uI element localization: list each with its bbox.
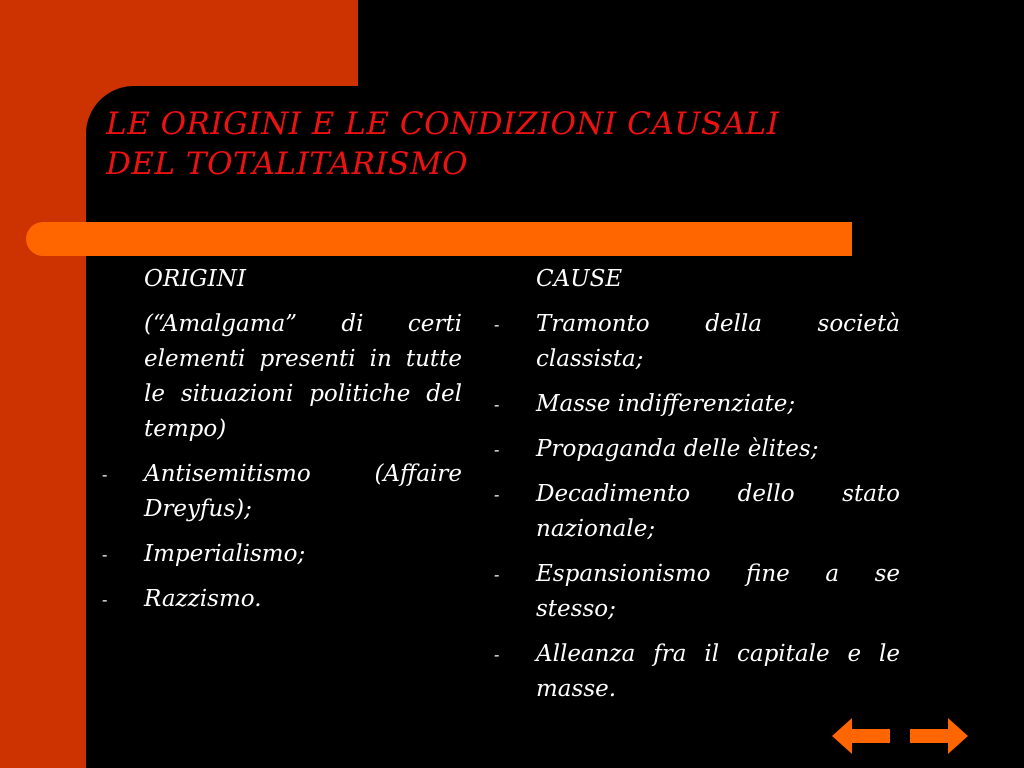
list-item — [102, 457, 462, 527]
bullet-dash: - — [494, 440, 500, 459]
bullet-dash: - — [494, 315, 500, 334]
list-item-text: Espansionismo fine a se stesso; — [536, 561, 900, 622]
list-item-text: Antisemitismo (Affaire Dreyfus); — [144, 461, 462, 522]
arrow-left-icon — [830, 716, 892, 756]
list-item — [494, 432, 900, 467]
bullet-dash: - — [102, 545, 108, 564]
bullet-dash: - — [494, 485, 500, 504]
side-band — [0, 0, 86, 768]
list-item-text: Imperialismo; — [144, 541, 306, 567]
bullet-dash: - — [102, 465, 108, 484]
bullet-dash: - — [494, 395, 500, 414]
list-item — [494, 637, 900, 707]
list-item — [102, 537, 462, 572]
divider-bar — [26, 222, 852, 256]
bullet-dash: - — [494, 645, 500, 664]
list-item-text: Propaganda delle èlites; — [536, 436, 819, 462]
slide-title-line-2: DEL TOTALITARISMO — [106, 146, 469, 182]
list-item — [102, 582, 462, 617]
list-item-text: Tramonto della società classista; — [536, 311, 900, 372]
causes-column — [494, 262, 900, 717]
causes-heading: CAUSE — [536, 266, 623, 292]
list-item — [494, 307, 900, 377]
list-item — [494, 477, 900, 547]
list-item-text: Masse indifferenziate; — [536, 391, 796, 417]
list-item-text: Decadimento dello stato nazionale; — [536, 481, 900, 542]
arrow-right-icon — [908, 716, 970, 756]
bullet-dash: - — [494, 565, 500, 584]
origins-intro: (“Amalgama” di certi elementi presenti in tutte le situazioni politiche del tempo) — [144, 311, 462, 442]
top-band — [0, 0, 358, 86]
origins-heading: ORIGINI — [144, 266, 246, 292]
prev-slide-button[interactable] — [830, 716, 892, 756]
list-item-text: Razzismo. — [144, 586, 262, 612]
next-slide-button[interactable] — [908, 716, 970, 756]
list-item-text: Alleanza fra il capitale e le masse. — [536, 641, 900, 702]
list-item — [494, 387, 900, 422]
slide-title — [106, 104, 966, 184]
list-item — [494, 557, 900, 627]
origins-column — [102, 262, 462, 627]
bullet-dash: - — [102, 590, 108, 609]
slide-title-line-1: LE ORIGINI E LE CONDIZIONI CAUSALI — [106, 106, 780, 142]
